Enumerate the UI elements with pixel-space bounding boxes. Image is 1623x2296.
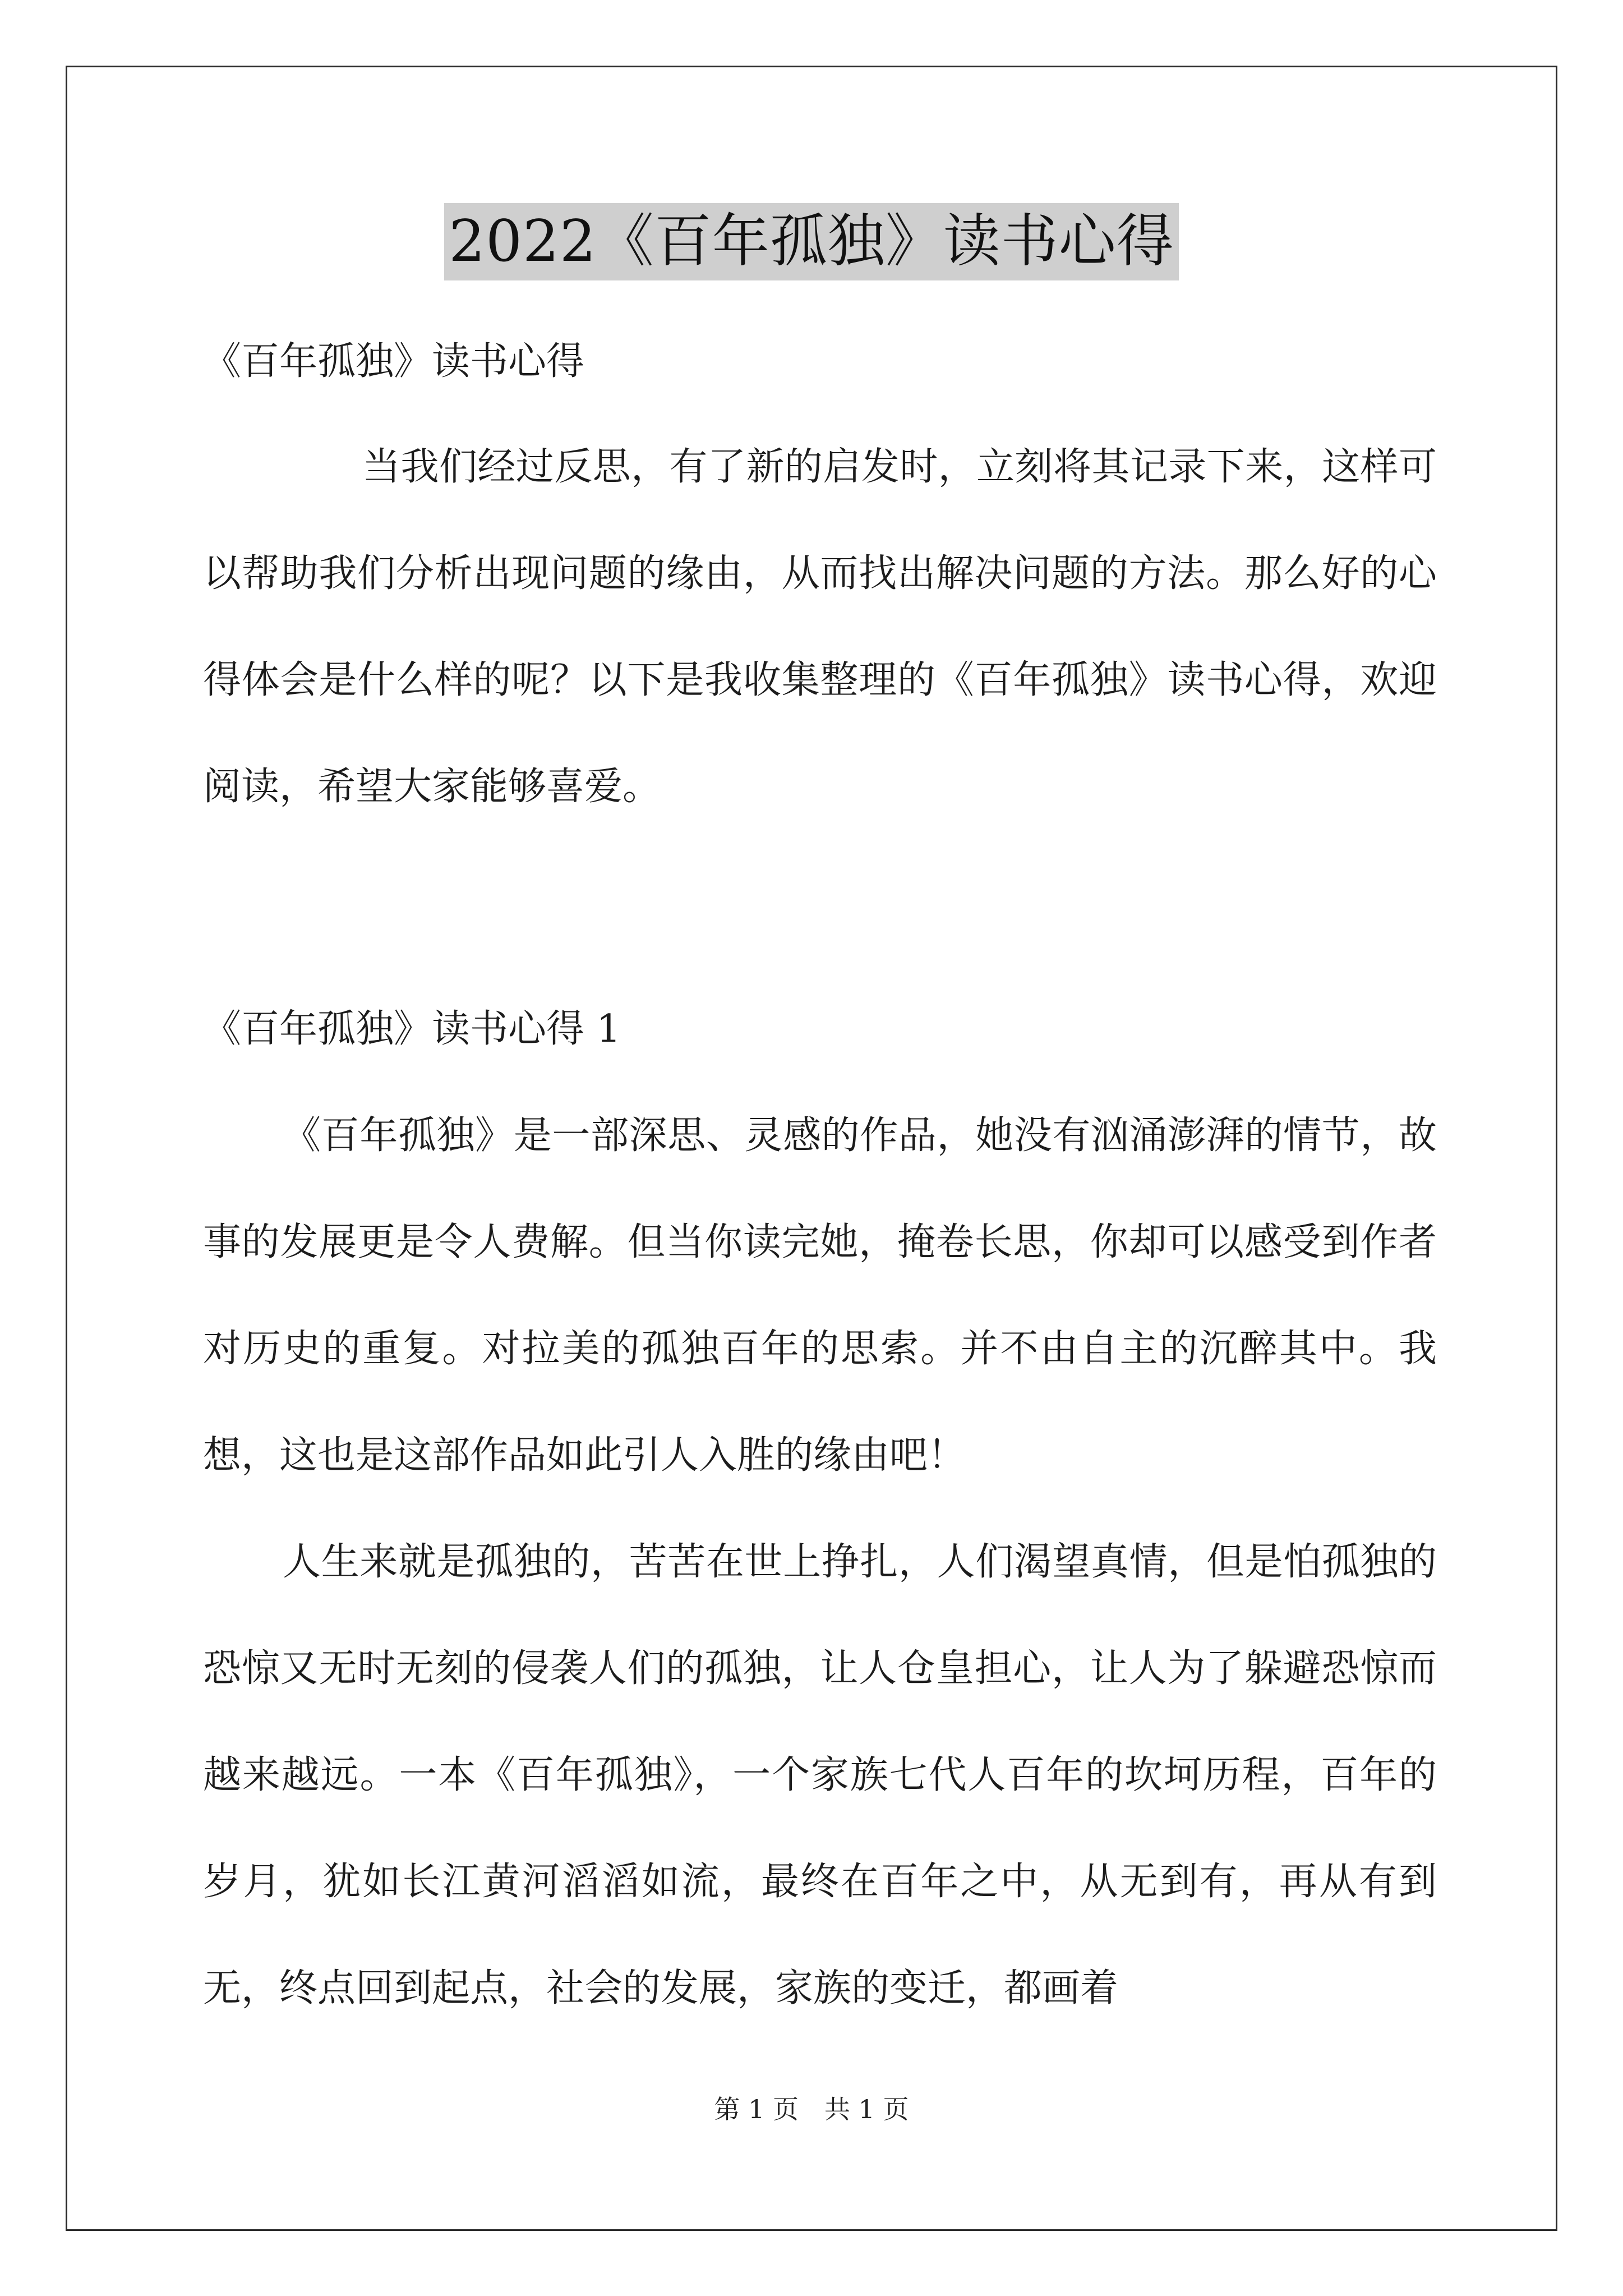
intro-paragraph: 当我们经过反思，有了新的启发时，立刻将其记录下来，这样可以帮助我们分析出现问题的缘由，从而找出解决问题的方法。那么好的心得体会是什么样的呢？以下是我收集整理的《百年孤独》读书心得，欢迎阅读，希望大家能够喜爱。: [203, 445, 1437, 809]
page-footer: 第 1 页 共 1 页: [714, 2094, 909, 2124]
document-body: [203, 337, 1437, 2042]
title-container: [0, 203, 1623, 280]
section-1-heading: 《百年孤独》读书心得 1: [203, 1007, 621, 1051]
document-title: 2022《百年孤独》读书心得: [444, 203, 1179, 280]
section-1-paragraph-1: 《百年孤独》是一部深思、灵感的作品，她没有汹涌澎湃的情节，故事的发展更是令人费解。但当你读完她，掩卷长思，你却可以感受到作者对历史的重复。对拉美的孤独百年的思索。并不由自主的沉醉其中。我想，这也是这部作品如此引人入胜的缘由吧！: [203, 1114, 1437, 1478]
intro-heading: 《百年孤独》读书心得: [203, 339, 585, 384]
section-1-paragraph-2: 人生来就是孤独的，苦苦在世上挣扎，人们渴望真情，但是怕孤独的恐惊又无时无刻的侵袭人们的孤独，让人仓皇担心，让人为了躲避恐惊而越来越远。一本《百年孤独》，一个家族七代人百年的坎坷历程，百年的岁月，犹如长江黄河滔滔如流，最终在百年之中，从无到有，再从有到无，终点回到起点，社会的发展，家族的变迁，都画着: [203, 1540, 1437, 2010]
